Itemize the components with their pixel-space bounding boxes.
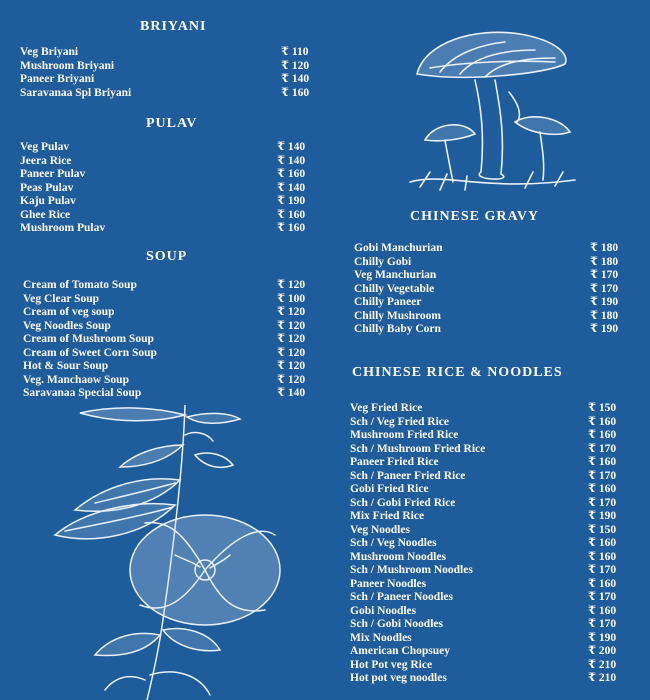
menu-item	[350, 510, 634, 524]
item-price: ₹ 160	[588, 429, 617, 441]
item-price: ₹ 140	[277, 387, 306, 399]
mushroom-illustration	[405, 22, 580, 197]
menu-item	[350, 659, 634, 673]
menu-item	[20, 168, 318, 182]
item-price: ₹ 160	[277, 168, 306, 180]
menu-item	[20, 222, 318, 236]
item-name: Veg Noodles Soup	[23, 319, 111, 332]
item-price: ₹ 160	[281, 86, 310, 99]
item-name: Mix Noodles	[350, 631, 412, 644]
item-price: ₹ 170	[588, 618, 617, 630]
menu-item	[23, 347, 318, 361]
menu-item	[350, 483, 634, 497]
item-price: ₹ 150	[588, 523, 617, 536]
item-name: Sch / Veg Fried Rice	[350, 415, 450, 428]
item-name: Paneer Fried Rice	[350, 456, 439, 468]
item-price: ₹ 140	[277, 154, 306, 167]
item-price: ₹ 210	[588, 672, 617, 684]
menu-item	[23, 279, 318, 293]
item-name: Veg Pulav	[20, 141, 70, 153]
menu-item	[350, 645, 634, 659]
item-price: ₹ 170	[588, 469, 617, 482]
item-price: ₹ 160	[277, 208, 306, 221]
item-price: ₹ 190	[588, 631, 617, 644]
menu-item	[354, 296, 634, 310]
item-price: ₹ 140	[281, 73, 310, 85]
item-price: ₹ 160	[277, 222, 306, 234]
menu-item	[350, 605, 634, 619]
item-price: ₹ 170	[590, 269, 619, 281]
menu-item	[23, 360, 318, 374]
item-name: Hot Pot veg Rice	[350, 658, 433, 671]
item-price: ₹ 180	[590, 242, 619, 254]
menu-item	[350, 429, 634, 443]
menu-item	[23, 374, 318, 388]
menu-item	[20, 87, 318, 101]
menu-item	[20, 60, 318, 74]
pulav-list	[20, 141, 318, 236]
item-name: Mushroom Noodles	[350, 550, 446, 563]
item-name: Chilly Baby Corn	[354, 323, 441, 335]
menu-item	[350, 402, 634, 416]
item-name: Sch / Paneer Noodles	[350, 591, 453, 603]
item-price: ₹ 210	[588, 658, 617, 671]
section-title-chinese-gravy: CHINESE GRAVY	[410, 209, 540, 224]
menu-item	[350, 672, 634, 686]
menu-item	[350, 456, 634, 470]
item-price: ₹ 120	[277, 319, 306, 332]
menu-item	[350, 470, 634, 484]
item-name: Hot & Sour Soup	[23, 360, 109, 372]
section-title-chinese-rice-noodles: CHINESE RICE & NOODLES	[352, 365, 563, 380]
menu-item	[20, 155, 318, 169]
chinese-rice-noodles-list	[350, 402, 634, 686]
menu-item	[354, 310, 634, 324]
item-price: ₹ 180	[590, 255, 619, 268]
item-name: Jeera Rice	[20, 154, 72, 167]
item-name: Mushroom Pulav	[20, 222, 106, 234]
section-title-soup: SOUP	[146, 249, 188, 264]
item-price: ₹ 110	[281, 46, 309, 58]
menu-item	[350, 443, 634, 457]
menu-item	[350, 632, 634, 646]
menu-item	[23, 387, 318, 401]
item-price: ₹ 140	[277, 181, 306, 194]
item-name: Mushroom Briyani	[20, 59, 115, 72]
item-name: Ghee Rice	[20, 208, 71, 221]
item-price: ₹ 160	[588, 577, 617, 590]
menu-item	[350, 416, 634, 430]
item-name: Veg. Manchaow Soup	[23, 373, 129, 386]
item-name: Chilly Gobi	[354, 255, 412, 268]
item-name: Mushroom Fried Rice	[350, 429, 459, 441]
item-name: Sch / Mushroom Fried Rice	[350, 442, 486, 455]
item-price: ₹ 150	[588, 402, 617, 414]
item-name: Veg Manchurian	[354, 269, 437, 281]
soup-list	[23, 279, 318, 401]
item-name: Gobi Noodles	[350, 604, 417, 617]
item-price: ₹ 160	[588, 604, 617, 617]
menu-item	[20, 195, 318, 209]
item-name: Veg Fried Rice	[350, 402, 423, 414]
menu-item	[20, 141, 318, 155]
menu-item	[20, 182, 318, 196]
menu-item	[350, 578, 634, 592]
item-name: Kaju Pulav	[20, 195, 76, 207]
item-price: ₹ 120	[277, 306, 306, 318]
menu-item	[23, 333, 318, 347]
menu-item	[20, 73, 318, 87]
item-name: Saravanaa Spl Briyani	[20, 86, 132, 99]
menu-item	[350, 618, 634, 632]
item-price: ₹ 170	[588, 564, 617, 576]
menu-item	[354, 242, 634, 256]
item-name: Paneer Pulav	[20, 168, 86, 180]
item-price: ₹ 160	[588, 537, 617, 549]
item-price: ₹ 160	[588, 456, 617, 468]
item-price: ₹ 100	[277, 292, 306, 305]
item-price: ₹ 120	[277, 279, 306, 291]
menu-item	[23, 293, 318, 307]
section-title-pulav: PULAV	[146, 116, 198, 131]
item-price: ₹ 120	[277, 373, 306, 386]
item-price: ₹ 190	[590, 296, 619, 308]
menu-item	[23, 306, 318, 320]
menu-item	[354, 283, 634, 297]
flower-illustration	[35, 405, 320, 700]
item-name: Sch / Gobi Noodles	[350, 618, 443, 630]
menu-item	[350, 564, 634, 578]
item-price: ₹ 140	[277, 141, 306, 153]
item-name: Peas Pulav	[20, 181, 74, 194]
item-name: Cream of Mushroom Soup	[23, 333, 154, 345]
item-name: Veg Noodles	[350, 523, 410, 536]
item-price: ₹ 120	[277, 346, 306, 359]
item-name: Veg Clear Soup	[23, 292, 100, 305]
item-price: ₹ 190	[588, 510, 617, 522]
item-name: Chilly Paneer	[354, 296, 422, 308]
item-price: ₹ 170	[588, 591, 617, 603]
menu-item	[350, 537, 634, 551]
item-price: ₹ 190	[277, 195, 306, 207]
item-name: Sch / Paneer Fried Rice	[350, 469, 466, 482]
item-price: ₹ 160	[588, 415, 617, 428]
menu-item	[354, 256, 634, 270]
item-price: ₹ 160	[588, 483, 617, 495]
item-price: ₹ 170	[588, 496, 617, 509]
menu-item	[350, 497, 634, 511]
item-price: ₹ 160	[588, 550, 617, 563]
item-name: Chilly Vegetable	[354, 282, 435, 295]
item-name: Saravanaa Special Soup	[23, 387, 142, 399]
item-name: Veg Briyani	[20, 46, 79, 58]
item-price: ₹ 180	[590, 309, 619, 322]
item-name: Sch / Mushroom Noodles	[350, 564, 473, 576]
item-price: ₹ 120	[277, 333, 306, 345]
menu-item	[350, 524, 634, 538]
item-name: Gobi Manchurian	[354, 242, 443, 254]
item-name: Mix Fried Rice	[350, 510, 425, 522]
menu-item	[23, 320, 318, 334]
item-name: Chilly Mushroom	[354, 309, 442, 322]
item-price: ₹ 120	[281, 59, 310, 72]
item-name: Paneer Noodles	[350, 577, 427, 590]
item-price: ₹ 120	[277, 360, 306, 372]
item-price: ₹ 170	[590, 282, 619, 295]
item-name: Cream of veg soup	[23, 306, 115, 318]
item-name: Cream of Sweet Corn Soup	[23, 346, 157, 359]
item-name: Sch / Gobi Fried Rice	[350, 496, 456, 509]
menu-item	[354, 323, 634, 337]
item-name: Sch / Veg Noodles	[350, 537, 437, 549]
menu-item	[350, 591, 634, 605]
menu-item	[20, 46, 318, 60]
item-name: American Chopsuey	[350, 645, 450, 657]
item-name: Hot pot veg noodles	[350, 672, 447, 684]
briyani-list	[20, 46, 318, 100]
item-price: ₹ 200	[588, 645, 617, 657]
menu-item	[350, 551, 634, 565]
chinese-gravy-list	[354, 242, 634, 337]
item-price: ₹ 170	[588, 442, 617, 455]
item-name: Cream of Tomato Soup	[23, 279, 137, 291]
menu-item	[354, 269, 634, 283]
item-name: Paneer Briyani	[20, 73, 95, 85]
item-name: Gobi Fried Rice	[350, 483, 429, 495]
section-title-briyani: BRIYANI	[140, 19, 207, 34]
item-price: ₹ 190	[590, 323, 619, 335]
menu-item	[20, 209, 318, 223]
